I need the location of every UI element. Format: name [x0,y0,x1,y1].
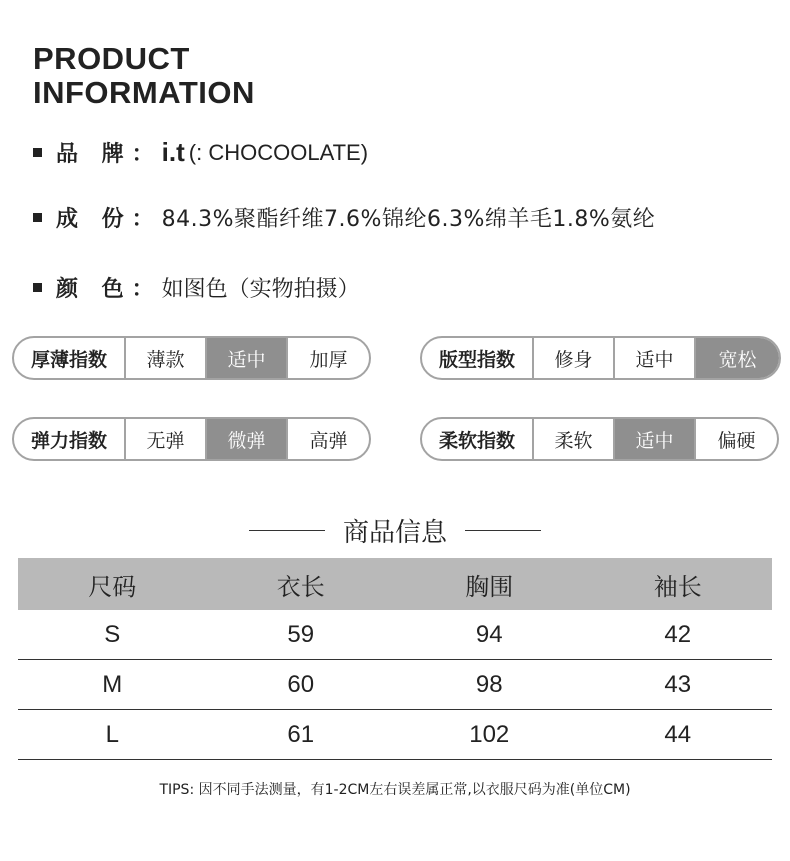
bullet-icon [33,283,42,292]
brand-value: (: CHOCOOLATE) [188,139,369,165]
fit-option-slim: 修身 [534,338,615,378]
tips-note: TIPS: 因不同手法测量，有1-2CM左右误差属正常,以衣服尺码为准(单位CM) [159,782,631,798]
composition-label: 成 份： [56,207,162,232]
table-cell: L [18,710,207,760]
fit-index-label: 版型指数 [422,338,534,378]
column-header-length: 衣长 [207,558,396,610]
divider [249,530,325,531]
table-cell: 60 [207,660,396,710]
table-cell: 61 [207,710,396,760]
table-cell: 59 [207,610,396,660]
softness-option-hard: 偏硬 [717,429,756,452]
softness-index-label: 柔软指数 [422,419,534,459]
size-section-heading [0,512,790,548]
table-cell: S [18,610,207,660]
fit-option-loose: 宽松 [696,338,779,378]
table-cell: M [18,660,207,710]
table-cell: 42 [584,610,773,660]
table-cell: 43 [584,660,773,710]
size-table [18,558,772,760]
softness-option-soft: 柔软 [534,419,615,459]
table-cell: 94 [395,610,584,660]
composition-row [33,202,655,233]
table-row [18,610,772,660]
thickness-index-scale [12,336,371,380]
elasticity-option-none: 无弹 [126,419,207,459]
table-row [18,710,772,760]
thickness-option-thick: 加厚 [309,348,348,371]
table-row [18,660,772,710]
bullet-icon [33,213,42,222]
column-header-size: 尺码 [18,558,207,610]
brand-label: 品 牌： [56,142,162,167]
title-line-1: PRODUCT [33,41,190,76]
color-row [33,272,360,303]
softness-option-medium: 适中 [615,419,696,459]
color-value: 如图色（实物拍摄） [161,277,360,302]
composition-value: 84.3%聚酯纤维7.6%锦纶6.3%绵羊毛1.8%氨纶 [161,207,656,232]
column-header-sleeve: 袖长 [584,558,773,610]
brand-row [33,137,368,168]
softness-index-scale [420,417,779,461]
divider [465,530,541,531]
page-title [33,42,255,110]
column-header-chest: 胸围 [395,558,584,610]
title-line-2: INFORMATION [33,75,255,110]
thickness-option-thin: 薄款 [126,338,207,378]
bullet-icon [33,148,42,157]
elasticity-index-label: 弹力指数 [14,419,126,459]
color-label: 颜 色： [56,277,162,302]
table-header-row [18,558,772,610]
elasticity-option-slight: 微弹 [207,419,288,459]
table-cell: 102 [395,710,584,760]
thickness-option-medium: 适中 [207,338,288,378]
fit-option-regular: 适中 [615,338,696,378]
elasticity-option-high: 高弹 [309,429,348,452]
table-cell: 44 [584,710,773,760]
fit-index-scale [420,336,781,380]
thickness-index-label: 厚薄指数 [14,338,126,378]
elasticity-index-scale [12,417,371,461]
size-section-title: 商品信息 [342,517,447,548]
table-cell: 98 [395,660,584,710]
brand-logo: i.t [161,137,185,167]
